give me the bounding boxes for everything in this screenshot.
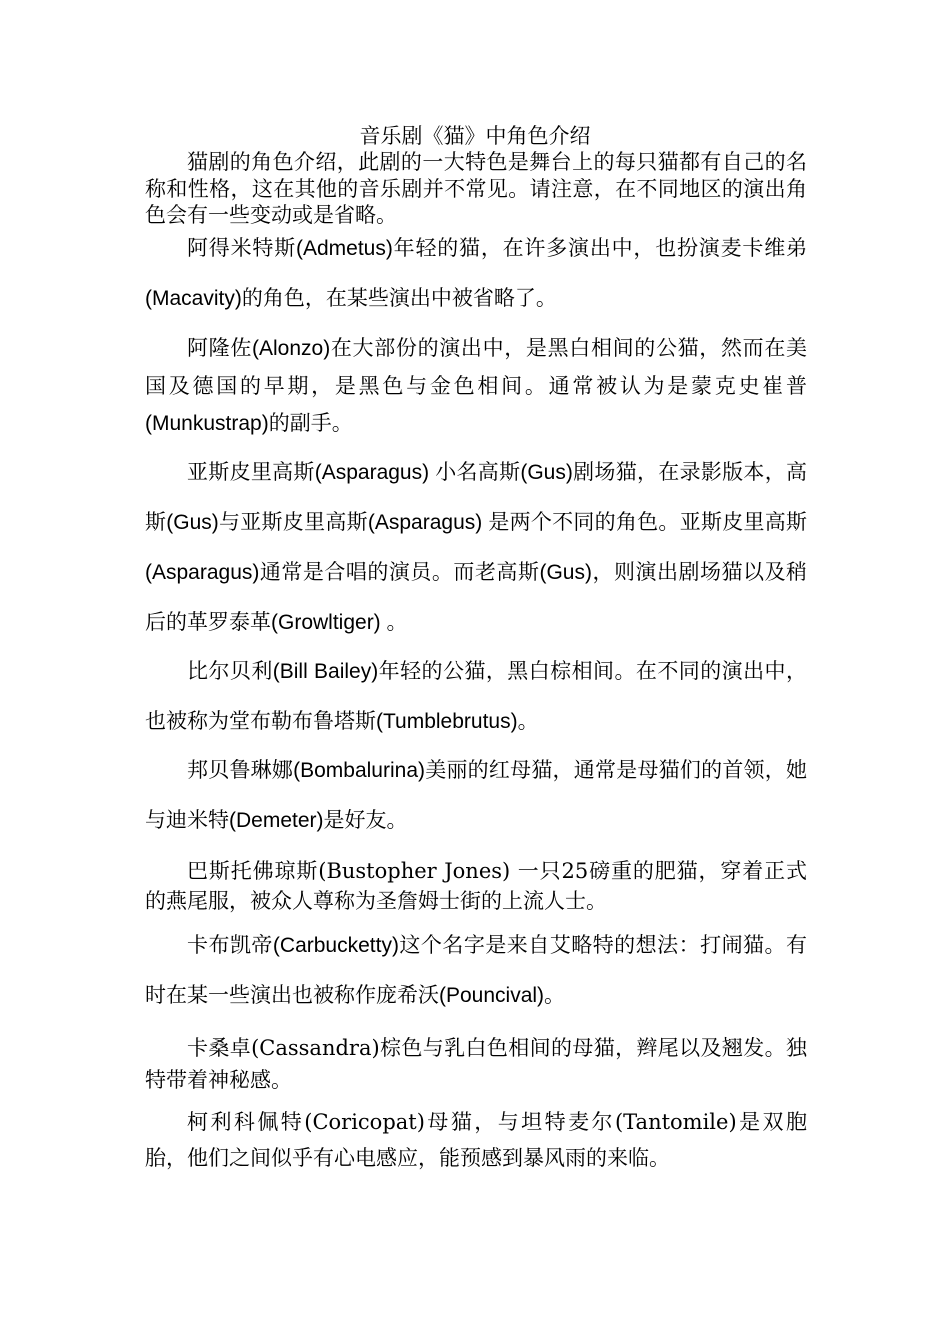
paragraph-asparagus: 亚斯皮里高斯(Asparagus) 小名高斯(Gus)剧场猫，在录影版本，高斯(Gus)与亚斯皮里高斯(Asparagus) 是两个不同的角色。亚斯皮里高斯(Asparagus)通常是合唱的演员。而老高斯(Gus)，则演出剧场猫以及稍后的革罗泰革(Growltiger) 。: [145, 461, 807, 634]
paragraph-bustopher-jones: 巴斯托佛琼斯(Bustopher Jones) 一只25磅重的肥猫，穿着正式的燕尾服，被众人尊称为圣詹姆士街的上流人士。: [145, 859, 807, 913]
paragraph-bill-bailey: 比尔贝利(Bill Bailey)年轻的公猫，黑白棕相间。在不同的演出中，也被称为堂布勒布鲁塔斯(Tumblebrutus)。: [145, 660, 807, 733]
paragraph-admetus: 阿得米特斯(Admetus)年轻的猫，在许多演出中，也扮演麦卡维弟(Macavity)的角色，在某些演出中被省略了。: [145, 237, 807, 310]
paragraph-carbucketty: 卡布凯帝(Carbucketty)这个名字是来自艾略特的想法：打闹猫。有时在某一些演出也被称作庞希沃(Pouncival)。: [145, 934, 807, 1007]
paragraph-coricopat: 柯利科佩特(Coricopat)母猫，与坦特麦尔(Tantomile)是双胞胎，他们之间似乎有心电感应，能预感到暴风雨的来临。: [145, 1110, 807, 1170]
paragraph-intro: 猫剧的角色介绍，此剧的一大特色是舞台上的每只猫都有自己的名称和性格，这在其他的音乐剧并不常见。请注意，在不同地区的演出角色会有一些变动或是省略。: [145, 150, 807, 227]
paragraph-bombalurina: 邦贝鲁琳娜(Bombalurina)美丽的红母猫，通常是母猫们的首领，她与迪米特(Demeter)是好友。: [145, 759, 807, 832]
paragraph-alonzo: 阿隆佐(Alonzo)在大部份的演出中，是黑白相间的公猫，然而在美国及德国的早期，是黑色与金色相间。通常被认为是蒙克史崔普(Munkustrap)的副手。: [145, 337, 807, 435]
paragraph-cassandra: 卡桑卓(Cassandra)棕色与乳白色相间的母猫，辫尾以及翘发。独特带着神秘感。: [145, 1036, 807, 1092]
document-title: 音乐剧《猫》中角色介绍: [359, 124, 591, 148]
